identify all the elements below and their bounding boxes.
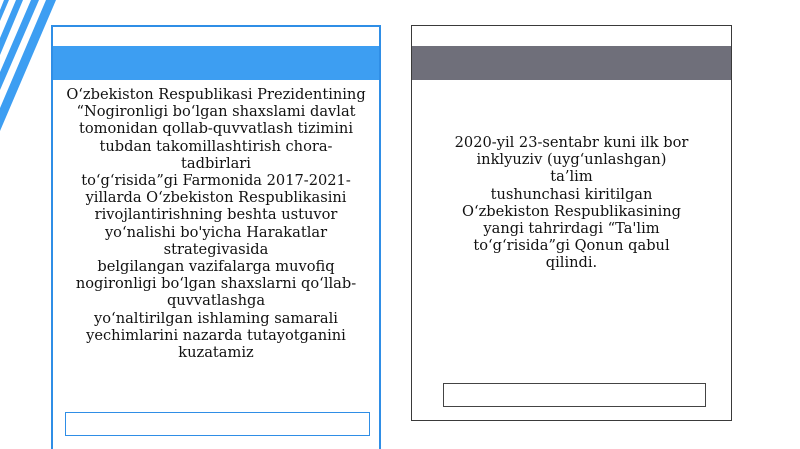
left-card-text: O‘zbekiston Respublikasi Prezidentining “Nogironligi bo‘lgan shaxslami davlat tomonidan qollab-quvvatlash tizimini tubdan takomillashtirish chora- tadbirlari to‘g‘risida”gi Farmonida 2017-2021- yillarda O‘zbekiston Respublikasini rivojlantirishning beshta ustuvor yo‘nalishi bo'yicha Harakatlar strategivasida belgilangan vazifalarga muvofiq nogironligi bo‘lgan shaxslarni qo‘llab- quvvatlashga yo‘naltirilgan ishlaming samarali yechimlarini nazarda tutayotganini kuzatamiz [66, 86, 366, 362]
left-card [51, 25, 381, 449]
right-card-header-band [412, 46, 731, 80]
right-card-text: 2020-yil 23-sentabr kuni ilk bor inklyuziv (uyg‘unlashgan) ta’lim tushunchasi kiritilgan O‘zbekiston Respublikasining yangi tahrirdagi “Ta'lim to‘g‘risida”gi Qonun qabul qilindi. [454, 134, 689, 272]
right-card [411, 25, 732, 421]
left-card-header-band [53, 46, 379, 80]
left-card-footer-box [65, 412, 370, 436]
right-card-footer-box [443, 383, 706, 407]
